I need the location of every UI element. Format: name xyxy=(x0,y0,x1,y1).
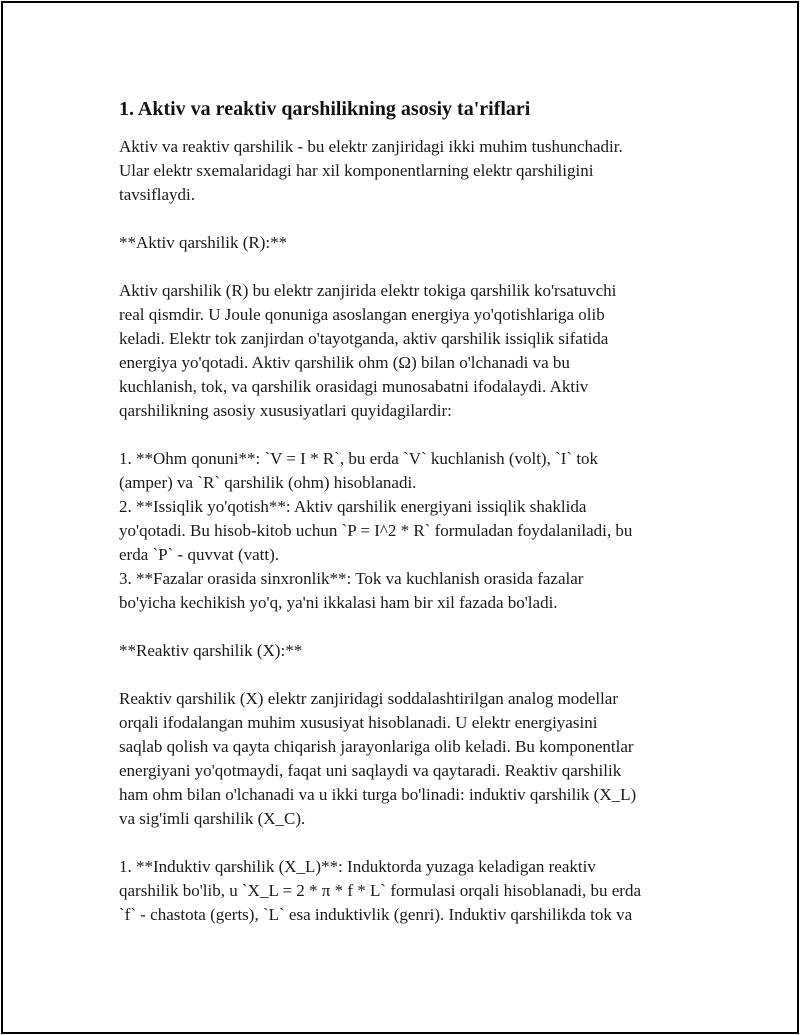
list-item-line: qarshilik bo'lib, u `X_L = 2 * π * f * L` formulasi orqali hisoblanadi, bu erda xyxy=(119,881,642,900)
text-line: keladi. Elektr tok zanjirdan o'tayotganda, aktiv qarshilik issiqlik sifatida xyxy=(119,329,609,348)
reactive-resistance-heading xyxy=(119,639,699,663)
list-item-line: erda `P` - quvvat (vatt). xyxy=(119,545,280,564)
list-item-line: 1. **Ohm qonuni**: `V = I * R`, bu erda `V` kuchlanish (volt), `I` tok xyxy=(119,449,599,468)
text-line: ham ohm bilan o'lchanadi va u ikki turga bo'linadi: induktiv qarshilik (X_L) xyxy=(119,785,637,804)
text-line: kuchlanish, tok, va qarshilik orasidagi munosabatni ifodalaydi. Aktiv xyxy=(119,377,589,396)
text-line: energiyani yo'qotmaydi, faqat uni saqlaydi va qaytaradi. Reaktiv qarshilik xyxy=(119,761,622,780)
text-line: va sig'imli qarshilik (X_C). xyxy=(119,809,306,828)
text-line: tavsiflaydi. xyxy=(119,185,196,204)
text-line: Aktiv qarshilik (R) bu elektr zanjirida elektr tokiga qarshilik ko'rsatuvchi xyxy=(119,281,617,300)
list-item-line: yo'qotadi. Bu hisob-kitob uchun `P = I^2 * R` formuladan foydalaniladi, bu xyxy=(119,521,633,540)
page-frame xyxy=(1,1,799,1034)
text-line: **Aktiv qarshilik (R):** xyxy=(119,233,288,252)
list-item-line: 3. **Fazalar orasida sinxronlik**: Tok va kuchlanish orasida fazalar xyxy=(119,569,584,588)
text-line: Ular elektr sxemalaridagi har xil komponentlarning elektr qarshiligini xyxy=(119,161,594,180)
active-resistance-heading xyxy=(119,231,699,255)
text-line: orqali ifodalangan muhim xususiyat hisoblanadi. U elektr energiyasini xyxy=(119,713,598,732)
section-heading: 1. Aktiv va reaktiv qarshilikning asosiy ta'riflari xyxy=(119,98,531,120)
list-item-line: `f` - chastota (gerts), `L` esa induktivlik (genri). Induktiv qarshilikda tok va xyxy=(119,905,633,924)
document-body xyxy=(119,96,699,951)
intro-paragraph xyxy=(119,135,699,207)
list-item-line: (amper) va `R` qarshilik (ohm) hisoblanadi. xyxy=(119,473,417,492)
text-line: energiya yo'qotadi. Aktiv qarshilik ohm (Ω) bilan o'lchanadi va bu xyxy=(119,353,570,372)
text-line: real qismdir. U Joule qonuniga asoslangan energiya yo'qotishlariga olib xyxy=(119,305,605,324)
list-item-line: 1. **Induktiv qarshilik (X_L)**: Induktorda yuzaga keladigan reaktiv xyxy=(119,857,596,876)
text-line: Aktiv va reaktiv qarshilik - bu elektr zanjiridagi ikki muhim tushunchadir. xyxy=(119,137,623,156)
text-line: **Reaktiv qarshilik (X):** xyxy=(119,641,303,660)
list-item-line: bo'yicha kechikish yo'q, ya'ni ikkalasi ham bir xil fazada bo'ladi. xyxy=(119,593,558,612)
text-line: qarshilikning asosiy xususiyatlari quyidagilardir: xyxy=(119,401,452,420)
active-resistance-list xyxy=(119,447,699,615)
text-line: saqlab qolish va qayta chiqarish jarayonlariga olib keladi. Bu komponentlar xyxy=(119,737,634,756)
reactive-resistance-list xyxy=(119,855,699,927)
list-item-line: 2. **Issiqlik yo'qotish**: Aktiv qarshilik energiyani issiqlik shaklida xyxy=(119,497,587,516)
reactive-resistance-paragraph xyxy=(119,687,699,831)
active-resistance-paragraph xyxy=(119,279,699,423)
text-line: Reaktiv qarshilik (X) elektr zanjiridagi soddalashtirilgan analog modellar xyxy=(119,689,618,708)
